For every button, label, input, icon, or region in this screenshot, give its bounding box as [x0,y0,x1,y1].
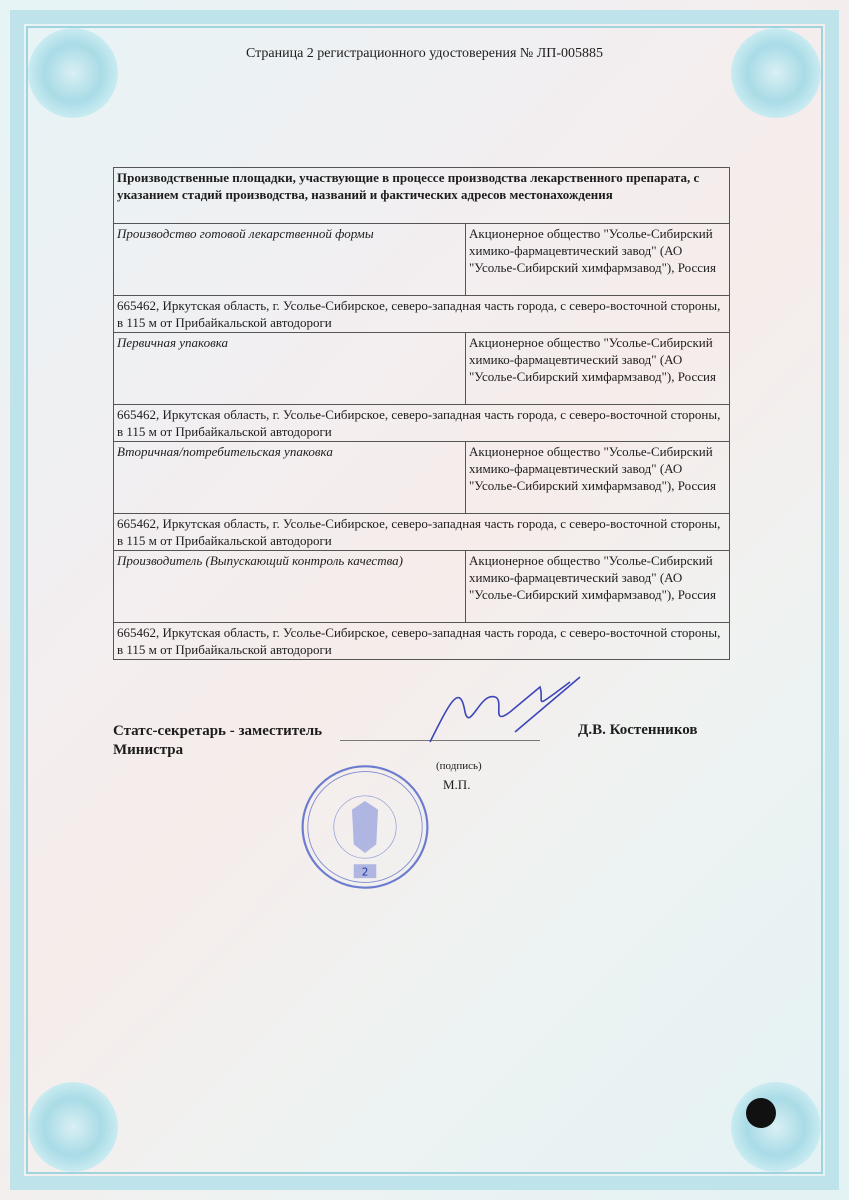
table-row [114,551,730,623]
company-cell: Акционерное общество "Усолье-Сибирский химико-фармацевтический завод" (АО "Усолье-Сибирский химфармзавод"), Россия [466,224,730,296]
page-header: Страница 2 регистрационного удостоверения № ЛП-005885 [245,46,604,61]
table-row [114,224,730,296]
handwritten-signature [420,672,590,752]
stage-cell: Вторичная/потребительская упаковка [114,442,466,514]
stamp-label: М.П. [443,777,471,792]
signatory-name: Д.В. Костенников [578,722,698,738]
production-sites-table [113,167,730,660]
address-cell: 665462, Иркутская область, г. Усолье-Сибирское, северо-западная часть города, с северо-восточной стороны, в 115 м от Прибайкальской автодороги [114,296,730,333]
punch-hole [746,1098,776,1128]
rosette-ornament [731,28,821,118]
address-cell: 665462, Иркутская область, г. Усолье-Сибирское, северо-западная часть города, с северо-восточной стороны, в 115 м от Прибайкальской автодороги [114,514,730,551]
position-line: Министра [113,742,184,758]
table-row [114,333,730,405]
address-cell: 665462, Иркутская область, г. Усолье-Сибирское, северо-западная часть города, с северо-восточной стороны, в 115 м от Прибайкальской автодороги [114,623,730,660]
company-cell: Акционерное общество "Усолье-Сибирский химико-фармацевтический завод" (АО "Усолье-Сибирский химфармзавод"), Россия [466,551,730,623]
official-stamp [300,762,430,892]
company-cell: Акционерное общество "Усолье-Сибирский химико-фармацевтический завод" (АО "Усолье-Сибирский химфармзавод"), Россия [466,333,730,405]
stage-cell: Производитель (Выпускающий контроль качества) [114,551,466,623]
rosette-ornament [28,1082,118,1172]
stage-cell: Первичная упаковка [114,333,466,405]
company-cell: Акционерное общество "Усолье-Сибирский химико-фармацевтический завод" (АО "Усолье-Сибирский химфармзавод"), Россия [466,442,730,514]
stamp-number: 2 [361,866,369,879]
position-line: Статс-секретарь - заместитель [113,723,323,739]
coat-of-arms-icon [352,801,378,853]
signatory-position [113,722,322,760]
stage-cell: Производство готовой лекарственной формы [114,224,466,296]
table-heading: Производственные площадки, участвующие в процессе производства лекарственного препарата, с указанием стадий производства, названий и фактических адресов местонахождения [114,168,730,224]
table-row [114,442,730,514]
rosette-ornament [28,28,118,118]
address-cell: 665462, Иркутская область, г. Усолье-Сибирское, северо-западная часть города, с северо-восточной стороны, в 115 м от Прибайкальской автодороги [114,405,730,442]
rosette-ornament [731,1082,821,1172]
signature-label: (подпись) [436,760,482,772]
